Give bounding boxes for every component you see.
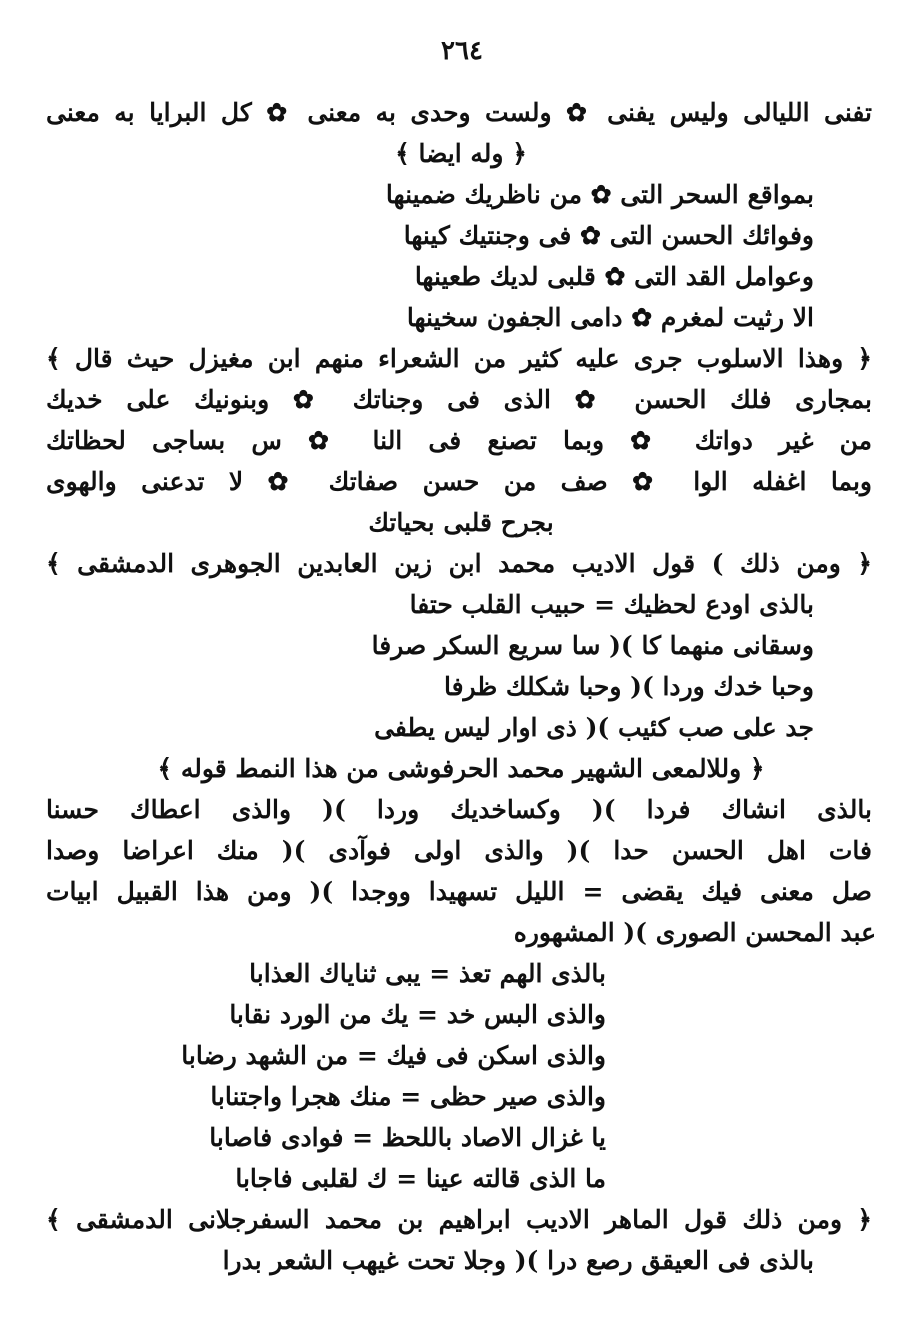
section-heading: ﴿ وله ايضا ﴾ [395,139,527,168]
page-number: ٢٦٤ [441,36,483,66]
verse-line: وسقانى منهما كا )( سا سريع السكر صرفا [371,631,814,660]
verse-line: وعوامل القد التى ✿ قلبى لديك طعينها [414,262,814,291]
verse-line: الا رثيت لمغرم ✿ دامى الجفون سخينها [406,303,814,332]
text-line: بجرح قلبى بحياتك [368,508,554,537]
text-line: بالذى انشاك فردا )( وكساخديك وردا )( والذى اعطاك حسنا [46,795,872,824]
section-heading: ﴿ وهذا الاسلوب جرى عليه كثير من الشعراء منهم ابن مغيزل حيث قال ﴾ [46,344,872,373]
text-line: بمجارى فلك الحسن ✿ الذى فى وجناتك ✿ وبنونيك على خديك [46,385,872,414]
section-heading: ﴿ ومن ذلك قول الماهر الاديب ابراهيم بن محمد السفرجلانى الدمشقى ﴾ [46,1205,872,1234]
text-line: فات اهل الحسن حدا )( والذى اولى فوآدى )( منك اعراضا وصدا [46,836,872,865]
verse-line: بالذى فى العيقق رصع درا )( وجلا تحت غيهب الشعر بدرا [222,1246,814,1275]
verse-line: بمواقع السحر التى ✿ من ناظريك ضمينها [385,180,814,209]
verse-line: يا غزال الاصاد باللحظ = فوادى فاصابا [209,1123,606,1152]
text-line: عبد المحسن الصورى )( المشهوره [513,918,876,947]
verse-line: والذى اسكن فى فيك = من الشهد رضابا [181,1041,606,1070]
verse-line: والذى صير حظى = منك هجرا واجتنابا [210,1082,606,1111]
text-line: من غير دواتك ✿ وبما تصنع فى النا ✿ س بساجى لحظاتك [46,426,872,455]
section-heading: ﴿ وللالمعى الشهير محمد الحرفوشى من هذا النمط قوله ﴾ [157,754,765,783]
verse-line: بالذى اودع لحظيك = حبيب القلب حتفا [409,590,814,619]
verse-line: ما الذى قالته عينا = ك لقلبى فاجابا [235,1164,606,1193]
text-body [46,92,876,1281]
text-line: صل معنى فيك يقضى = الليل تسهيدا ووجدا )( ومن هذا القبيل ابيات [46,877,872,906]
text-line: تفنى الليالى وليس يفنى ✿ ولست وحدى به معنى ✿ كل البرايا به معنى [46,98,872,127]
verse-line: بالذى الهم تعذ = يبى ثناياك العذابا [249,959,606,988]
verse-line: وحبا خدك وردا )( وحبا شكلك ظرفا [443,672,814,701]
verse-line: والذى البس خد = يك من الورد نقابا [229,1000,606,1029]
verse-line: وفوائك الحسن التى ✿ فى وجنتيك كينها [403,221,814,250]
verse-line: جد على صب كئيب )( ذى اوار ليس يطفى [374,713,814,742]
section-heading: ﴿ ومن ذلك ) قول الاديب محمد ابن زين العابدين الجوهرى الدمشقى ﴾ [46,549,872,578]
text-line: وبما اغفله الوا ✿ صف من حسن صفاتك ✿ لا تدعنى والهوى [46,467,872,496]
